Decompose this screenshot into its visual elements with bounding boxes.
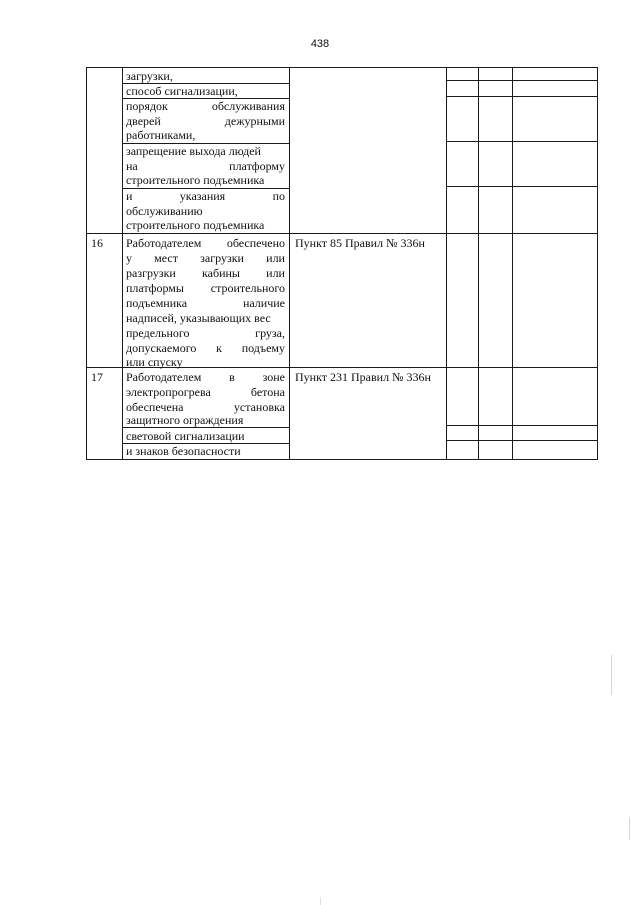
word: допускаемого xyxy=(126,341,197,355)
word: платформу xyxy=(229,159,285,173)
word: дежурными xyxy=(224,114,285,128)
word: в xyxy=(229,370,235,384)
answer-subrow-separator xyxy=(446,425,598,426)
requirement-line xyxy=(126,99,285,114)
word: порядок xyxy=(126,99,168,113)
word: указания xyxy=(179,189,226,203)
requirement-line: световой сигнализации xyxy=(126,429,245,443)
word: установка xyxy=(233,400,285,414)
word: на xyxy=(126,159,138,173)
table-bottom-border xyxy=(86,459,598,460)
word: зоне xyxy=(262,370,285,384)
word: электропрогрева xyxy=(126,385,211,399)
table-top-border xyxy=(86,67,598,68)
table-right-border xyxy=(597,67,598,460)
requirement-line xyxy=(126,341,285,356)
row-separator xyxy=(86,233,598,234)
answer-subrow-separator xyxy=(446,186,598,187)
word: обслуживания xyxy=(211,99,285,113)
scan-mark xyxy=(611,655,612,695)
requirement-line: обслуживанию xyxy=(126,204,203,218)
requirement-line xyxy=(126,281,285,296)
word: к xyxy=(216,341,222,355)
requirement-line xyxy=(126,251,285,266)
requirement-line: способ сигнализации, xyxy=(126,84,238,98)
scan-mark xyxy=(629,818,630,840)
word: наличие xyxy=(242,296,285,310)
column-divider-number xyxy=(122,67,123,460)
requirement-line: надписей, указывающих вес xyxy=(126,311,271,325)
requirement-line: строительного подъемника xyxy=(126,218,265,232)
answer-subrow-separator xyxy=(446,141,598,142)
word: груза, xyxy=(255,326,285,340)
word: по xyxy=(272,189,285,203)
word: обеспечено xyxy=(226,236,285,250)
answer-subrow-separator xyxy=(446,440,598,441)
word: или xyxy=(266,251,285,265)
column-divider-no xyxy=(512,67,513,460)
answer-subrow-separator xyxy=(446,96,598,97)
requirement-line xyxy=(126,266,285,281)
requirement-line: и знаков безопасности xyxy=(126,444,241,458)
requirement-line xyxy=(126,236,285,251)
table-left-border xyxy=(86,67,87,460)
word: строительного xyxy=(210,281,285,295)
column-divider-requirement xyxy=(289,67,290,460)
requirement-line: работниками, xyxy=(126,128,196,142)
word: бетона xyxy=(250,385,285,399)
column-divider-reference xyxy=(446,67,447,460)
requirement-line: или спуску xyxy=(126,355,183,369)
word: и xyxy=(126,189,133,203)
word: обеспечена xyxy=(126,400,184,414)
word: дверей xyxy=(126,114,161,128)
word: платформы xyxy=(126,281,184,295)
requirement-line: защитного ограждения xyxy=(126,413,244,427)
requirement-line: запрещение выхода людей xyxy=(126,144,261,158)
row-number: 17 xyxy=(91,370,103,384)
row-number: 16 xyxy=(91,236,103,250)
requirement-line xyxy=(126,326,285,341)
word: кабины xyxy=(201,266,240,280)
word: подъему xyxy=(241,341,285,355)
page-number: 438 xyxy=(310,38,330,50)
requirement-line xyxy=(126,385,285,400)
word: подъемника xyxy=(126,296,188,310)
word: у xyxy=(126,251,132,265)
column-divider-yes xyxy=(478,67,479,460)
requirement-line xyxy=(126,189,285,204)
requirement-line xyxy=(126,114,285,129)
word: разгрузки xyxy=(126,266,176,280)
word: Работодателем xyxy=(126,370,202,384)
answer-subrow-separator xyxy=(446,80,598,81)
requirement-line: строительного подъемника xyxy=(126,173,265,187)
scan-mark xyxy=(320,897,321,905)
word: предельного xyxy=(126,326,190,340)
requirement-line xyxy=(126,296,285,311)
requirement-line xyxy=(126,159,285,174)
legal-reference: Пункт 231 Правил № 336н xyxy=(295,370,431,384)
requirement-line xyxy=(126,370,285,385)
word: Работодателем xyxy=(126,236,202,250)
word: мест xyxy=(154,251,178,265)
legal-reference: Пункт 85 Правил № 336н xyxy=(295,236,425,250)
requirement-line: загрузки, xyxy=(126,69,173,83)
word: или xyxy=(266,266,285,280)
word: загрузки xyxy=(200,251,244,265)
